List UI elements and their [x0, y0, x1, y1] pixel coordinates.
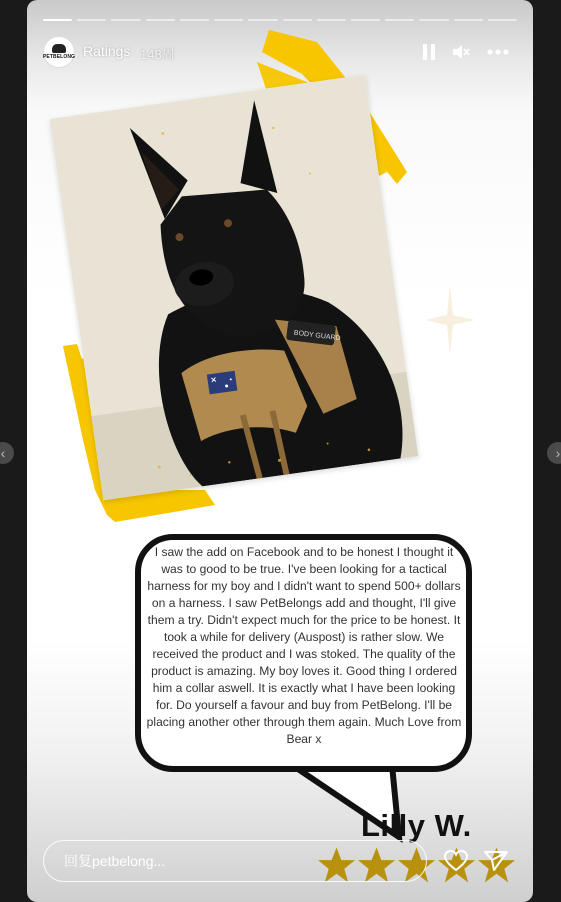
account-name[interactable]: Ratings: [83, 43, 131, 59]
more-dots-icon: [487, 49, 509, 55]
heart-icon: [444, 850, 468, 872]
avatar-logo-text: PETBELONG: [43, 54, 76, 60]
reply-placeholder: 回复petbelong...: [64, 853, 166, 869]
progress-segment: [77, 19, 106, 21]
progress-segment: [248, 19, 277, 21]
review-speech-bubble: [107, 532, 462, 842]
progress-segment: [351, 19, 380, 21]
progress-segment: [214, 19, 243, 21]
avatar[interactable]: [43, 36, 75, 68]
chevron-right-icon: ›: [555, 445, 561, 461]
progress-segment: [283, 19, 312, 21]
story-header: [43, 36, 517, 68]
dog-photo: [50, 75, 418, 501]
share-button[interactable]: [483, 848, 509, 874]
progress-segment: [180, 19, 209, 21]
progress-segment: [454, 19, 483, 21]
reviewer-name: Lilly W.: [361, 808, 472, 843]
review-text: I saw the add on Facebook and to be honest I thought it was to good to be true. I've been looking for a tactical harness for my boy and I didn't want to spend 500+ dollars on a harness. I saw PetBelongs add and thought, I'll give them a try. Didn't expect much for the price to be honest. It took a while for delivery (Auspost) is rather slow. We received the product and I was stoked. The quality of the product is amazing. My boy loves it. Good thing I ordered him a collar aswell. It is exactly what I have been looking for. Do yourself a favour and buy from PetBelong. I'll be placing another other through them again. Much Love from Bear x: [146, 545, 462, 746]
more-options-button[interactable]: [483, 40, 513, 64]
reply-input[interactable]: [43, 840, 427, 882]
chevron-left-icon: ‹: [0, 445, 6, 461]
story-timestamp: 148周: [140, 47, 175, 62]
progress-segment: [43, 19, 72, 21]
dog-logo-icon: [52, 44, 66, 53]
mute-button[interactable]: [449, 40, 473, 64]
next-story-button[interactable]: [547, 442, 561, 464]
story-progress-bar: [43, 19, 517, 21]
progress-segment: [385, 19, 414, 21]
send-icon: [484, 850, 508, 872]
like-button[interactable]: [443, 848, 469, 874]
pause-icon: [422, 44, 436, 60]
progress-segment: [488, 19, 517, 21]
progress-segment: [146, 19, 175, 21]
progress-segment: [317, 19, 346, 21]
progress-segment: [419, 19, 448, 21]
story-viewer[interactable]: [27, 0, 533, 902]
sparkle-decoration: [425, 285, 475, 355]
progress-segment: [111, 19, 140, 21]
dog-in-harness-image: [50, 75, 418, 501]
pause-button[interactable]: [417, 40, 441, 64]
previous-story-button[interactable]: [0, 442, 14, 464]
harness-patch-text: BODY GUARD: [293, 329, 341, 343]
muted-speaker-icon: [452, 44, 470, 60]
